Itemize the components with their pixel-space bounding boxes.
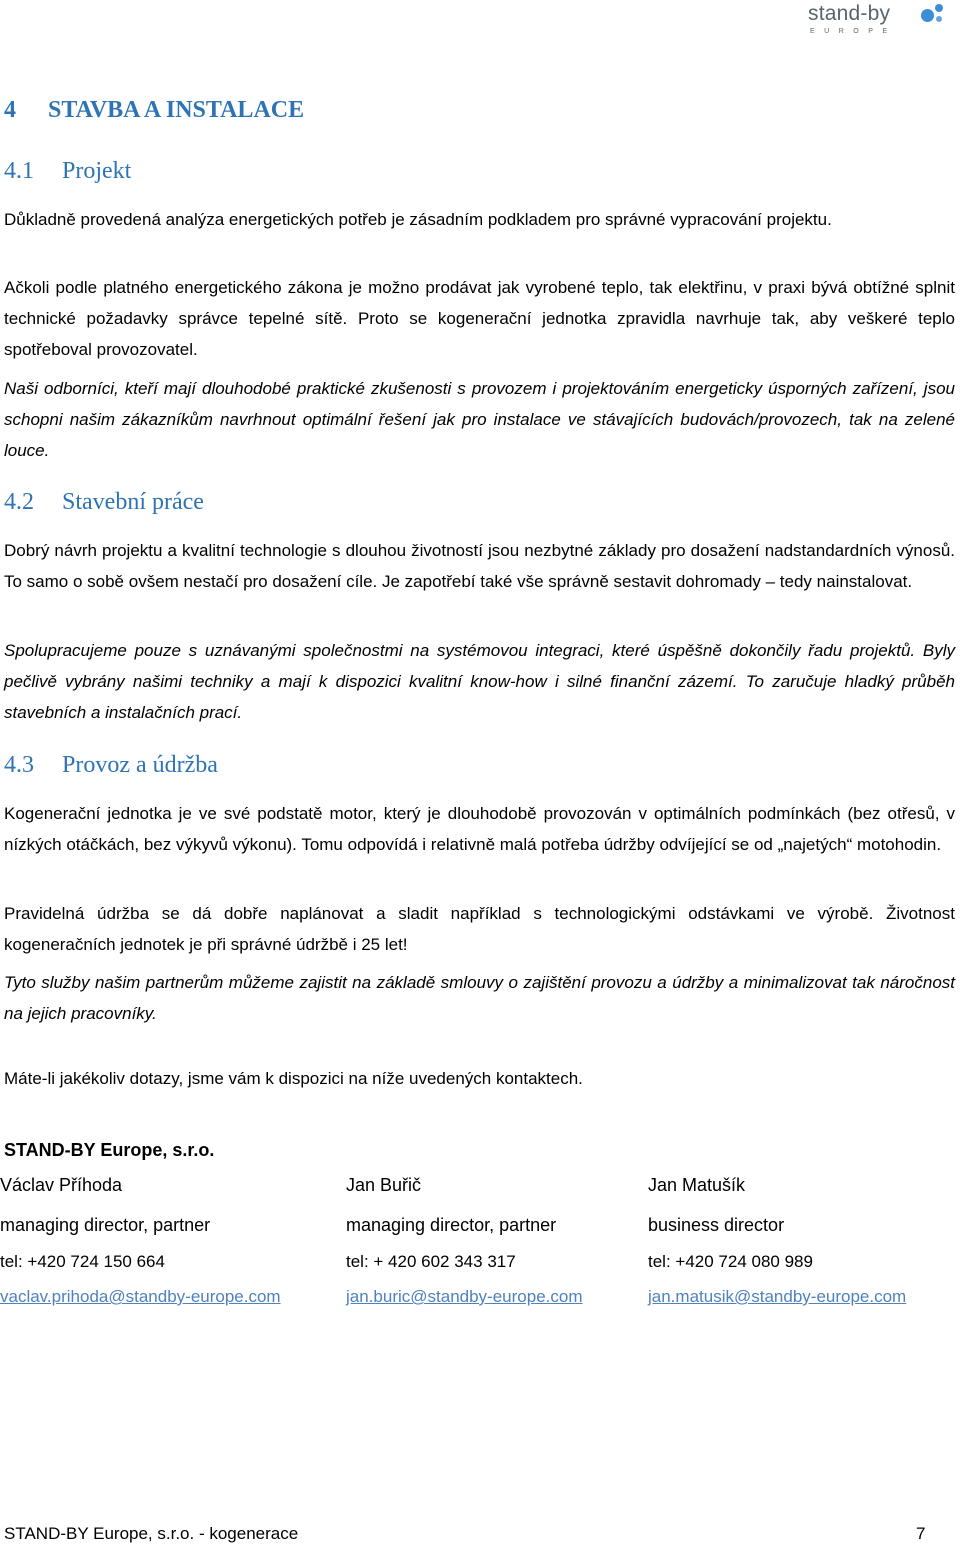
subsection-number: 4.1: [4, 158, 34, 184]
contact-list: [0, 1175, 960, 1315]
footer-text: STAND-BY Europe, s.r.o. - kogenerace: [4, 1524, 299, 1543]
logo-subtitle: EUROPE: [810, 28, 897, 35]
paragraph-4-3-engine: Kogenerační jednotka je ve své podstatě motor, který je dlouhodobě provozován v optimálních podmínkách (bez otřesů, v nízkých otáčkách, bez výkyvů výkonu). Tomu odpovídá i relativně malá potřeba údržby odvíjející se od „najetých“ motohodin.: [4, 804, 955, 854]
energy-law-sentence: Ačkoli podle platného energetického zákona je možno prodávat jak vyrobené teplo, tak elektřinu, v praxi bývá obtížné splnit technické požadavky správce tepelné sítě.: [4, 278, 955, 328]
contact-role: business director: [648, 1215, 785, 1235]
paragraph-4-1-energy-law: [4, 272, 955, 365]
paragraph-4-3-services: Tyto služby našim partnerům můžeme zajistit na základě smlouvy o zajištění provozu a údržby a minimalizovat tak náročnost na jejich pracovníky.: [4, 973, 955, 1023]
contact-email-link[interactable]: jan.buric@standby-europe.com: [346, 1287, 583, 1306]
contact-email-link[interactable]: jan.matusik@standby-europe.com: [648, 1287, 907, 1306]
logo-wordmark: stand-by: [808, 2, 891, 25]
paragraph-4-1-analysis: Důkladně provedená analýza energetických potřeb je zásadním podkladem pro správné vypracování projektu.: [4, 210, 832, 229]
logo-dot-medium: [935, 4, 943, 12]
paragraph-4-2-partners: Spolupracujeme pouze s uznávanými společnostmi na systémovou integraci, které úspěšně dokončily řadu projektů. Byly pečlivě vybrány našimi techniky a mají k dispozici kvalitní know-how i silné finanční zázemí. To zaručuje hladký průběh stavebních a instalačních prací.: [4, 641, 955, 722]
logo-dot-large: [921, 9, 934, 22]
section-heading: [4, 97, 304, 124]
paragraph-4-2-design: Dobrý návrh projektu a kvalitní technologie s dlouhou životností jsou nezbytné základy pro dosažení nadstandardních výnosů. To samo o sobě ovšem nestačí pro dosažení cíle. Je zapotřebí také vše správně sestavit dohromady – tedy nainstalovat.: [4, 541, 955, 591]
contact-phone: tel: +420 724 150 664: [0, 1252, 165, 1271]
contact-name: Jan Buřič: [346, 1175, 422, 1195]
subsection-heading-4-3: [4, 752, 218, 779]
logo-dot-small: [936, 16, 942, 22]
paragraph-4-3-maintenance: Pravidelná údržba se dá dobře naplánovat a sladit například s technologickými odstávkami ve výrobě. Životnost kogeneračních jednotek je při správné údržbě i 25 let!: [4, 904, 955, 954]
contact-email-link[interactable]: vaclav.prihoda@standby-europe.com: [0, 1287, 281, 1306]
subsection-heading-4-1: [4, 158, 131, 185]
closing-note: Máte-li jakékoliv dotazy, jsme vám k dispozici na níže uvedených kontaktech.: [4, 1069, 583, 1088]
paragraph-4-1-experts: Naši odborníci, kteří mají dlouhodobé praktické zkušenosti s provozem i projektováním energeticky úsporných zařízení, jsou schopni našim zákazníkům navrhnout optimální řešení jak pro instalace ve stávajících budovách/provozech, tak na zelené louce.: [4, 379, 955, 460]
company-name: STAND-BY Europe, s.r.o.: [4, 1140, 215, 1160]
contact-role: managing director, partner: [346, 1215, 557, 1235]
subsection-title: Projekt: [62, 158, 132, 184]
contact-role: managing director, partner: [0, 1215, 211, 1235]
subsection-number: 4.2: [4, 489, 34, 515]
contact-phone: tel: + 420 602 343 317: [346, 1252, 516, 1271]
subsection-title: Stavební práce: [62, 489, 204, 515]
contact-name: Jan Matušík: [648, 1175, 746, 1195]
contact-phone: tel: +420 724 080 989: [648, 1252, 813, 1271]
page-number: 7: [916, 1524, 926, 1543]
section-title-rest: TAVBA A INSTALACE: [61, 97, 305, 123]
company-logo: [808, 2, 948, 42]
design-sentence: Proto se kogenerační jednotka zpravidla navrhuje tak, aby veškeré teplo spotřeboval provozovatel.: [4, 309, 955, 359]
subsection-title: Provoz a údržba: [62, 752, 218, 778]
subsection-number: 4.3: [4, 752, 34, 778]
subsection-heading-4-2: [4, 489, 204, 516]
section-number: 4: [4, 97, 16, 123]
contact-name: Václav Příhoda: [0, 1175, 123, 1195]
section-title-initial: S: [48, 97, 62, 123]
